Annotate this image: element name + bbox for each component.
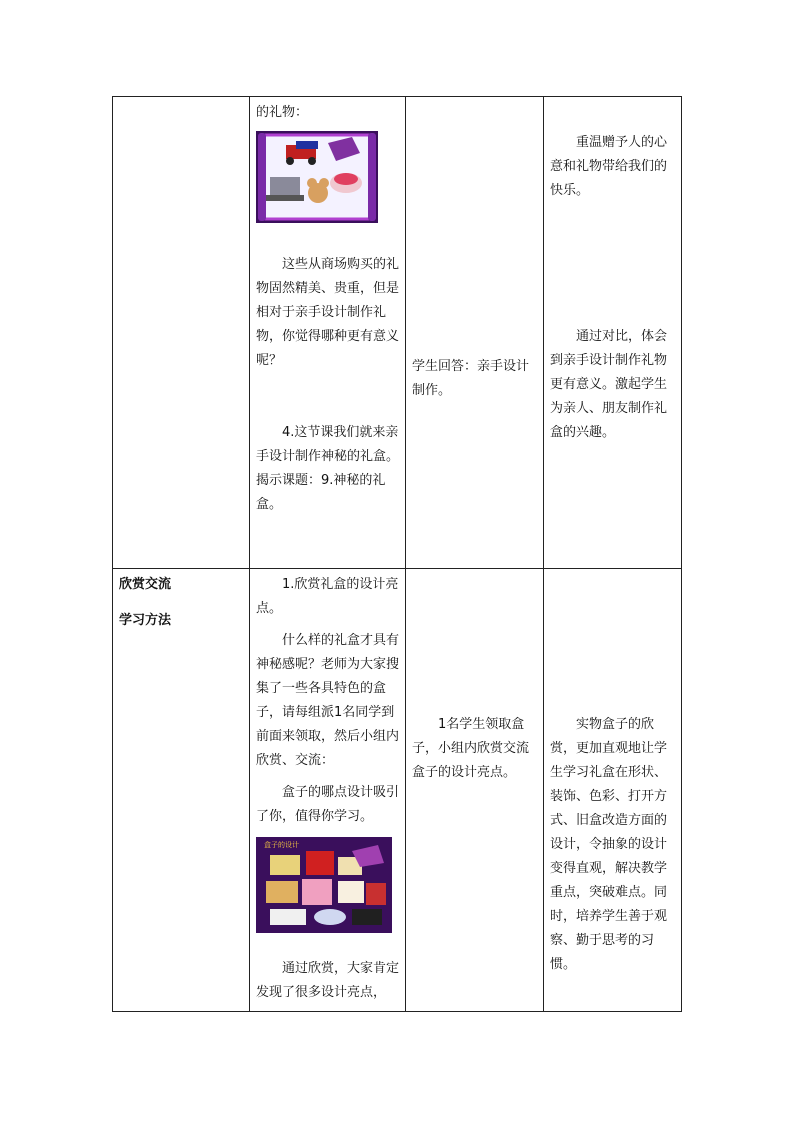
student-activity-cell [406,569,544,1012]
table-row [113,97,682,569]
stage-cell [113,569,250,1012]
teacher-activity-cell [250,569,406,1012]
design-intent-cell [544,569,682,1012]
paragraph: 通过欣赏，大家肯定发现了很多设计亮点， [256,961,400,1000]
teacher-activity-cell [250,97,406,569]
paragraph: 这些从商场购买的礼物固然精美、贵重，但是相对于亲手设计制作礼物，你觉得哪种更有意义呢？ [256,257,400,368]
image-caption: 盒子的设计 [264,841,299,849]
paragraph: 什么样的礼盒才具有神秘感呢？老师为大家搜集了一些各具特色的盒子，请每组派1名同学到前面来领取，然后小组内欣赏、交流： [256,633,400,768]
paragraph: 重温赠予人的心意和礼物带给我们的快乐。 [550,135,668,198]
paragraph: 通过对比，体会到亲手设计制作礼物更有意义。激起学生为亲人、朋友制作礼盒的兴趣。 [550,329,668,440]
table-row [113,569,682,1012]
gifts-illustration [256,131,378,223]
boxes-illustration [256,837,392,933]
design-intent-cell [544,97,682,569]
lesson-plan-table [112,96,682,1012]
boxes-image [256,837,392,933]
stage-title: 欣赏交流 [119,577,172,592]
stage-cell [113,97,250,569]
paragraph: 的礼物： [256,105,309,120]
paragraph: 实物盒子的欣赏，更加直观地让学生学习礼盒在形状、装饰、色彩、打开方式、旧盒改造方面的设计，令抽象的设计变得直观，解决教学重点，突破难点。同时，培养学生善于观察、勤于思考的习惯。 [550,717,668,972]
paragraph: 盒子的哪点设计吸引了你，值得你学习。 [256,785,400,824]
paragraph: 4.这节课我们就来亲手设计制作神秘的礼盒。揭示课题：9.神秘的礼盒。 [256,425,400,512]
student-activity-cell [406,97,544,569]
paragraph: 学生回答：亲手设计制作。 [412,359,530,398]
paragraph: 1.欣赏礼盒的设计亮点。 [256,577,399,616]
stage-subtitle: 学习方法 [119,613,172,628]
gifts-image [256,131,378,223]
paragraph: 1名学生领取盒子，小组内欣赏交流盒子的设计亮点。 [412,717,530,780]
